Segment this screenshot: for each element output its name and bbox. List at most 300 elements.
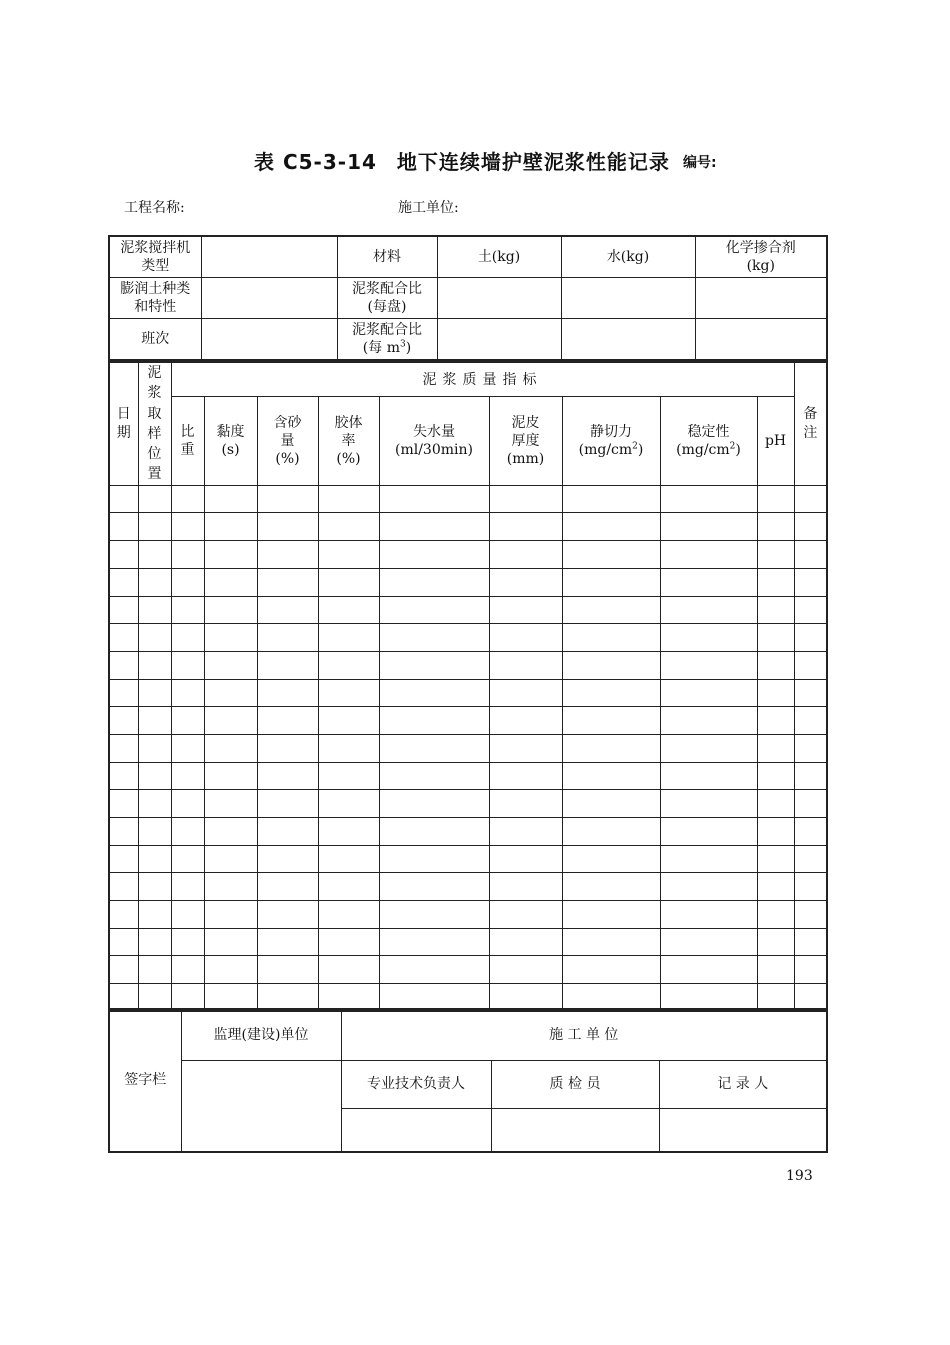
table-cell[interactable] [109, 818, 138, 846]
table-cell[interactable] [318, 790, 379, 818]
table-cell[interactable] [257, 624, 318, 652]
table-cell[interactable] [318, 596, 379, 624]
table-cell[interactable] [318, 568, 379, 596]
table-cell[interactable] [562, 818, 660, 846]
table-cell[interactable] [138, 734, 171, 762]
table-cell[interactable] [757, 818, 794, 846]
table-cell[interactable] [204, 679, 257, 707]
table-cell[interactable] [257, 790, 318, 818]
table-cell[interactable] [562, 485, 660, 513]
table-cell[interactable] [318, 845, 379, 873]
table-cell[interactable] [138, 624, 171, 652]
table-cell[interactable] [171, 873, 204, 901]
table-cell[interactable] [171, 651, 204, 679]
table-cell[interactable] [562, 513, 660, 541]
table-cell[interactable] [138, 679, 171, 707]
table-cell[interactable] [138, 513, 171, 541]
table-cell[interactable] [109, 956, 138, 984]
table-cell[interactable] [138, 541, 171, 569]
table-cell[interactable] [757, 541, 794, 569]
stability-header [660, 397, 757, 485]
table-cell[interactable] [171, 679, 204, 707]
table-cell[interactable] [794, 901, 827, 929]
mud-quality-table [108, 361, 826, 1012]
table-cell[interactable] [109, 762, 138, 790]
table-cell[interactable] [660, 679, 757, 707]
table-cell[interactable] [204, 734, 257, 762]
table-row [109, 596, 827, 624]
table-cell[interactable] [660, 541, 757, 569]
table-cell[interactable] [257, 596, 318, 624]
table-cell[interactable] [489, 734, 562, 762]
quality-column-label: 胶体 [334, 414, 363, 431]
tech-lead-label: 专业技术负责人 [341, 1060, 491, 1108]
shift-label: 班次 [109, 319, 201, 361]
table-cell[interactable] [489, 651, 562, 679]
table-row [109, 485, 827, 513]
table-cell[interactable] [318, 928, 379, 956]
ratio-per-m3-close: ) [405, 340, 412, 356]
static-shear-unit: (mg/cm [578, 442, 633, 459]
table-cell[interactable] [204, 513, 257, 541]
table-cell[interactable] [109, 568, 138, 596]
supervisor-signature-cell[interactable] [181, 1060, 341, 1152]
table-cell[interactable] [489, 485, 562, 513]
table-cell[interactable] [138, 651, 171, 679]
table-cell[interactable] [660, 901, 757, 929]
quality-column-label: 厚度 [511, 433, 540, 449]
table-cell[interactable] [171, 901, 204, 929]
quality-column-label: 量 [280, 433, 295, 449]
chem-additive-label: 化学掺合剂(kg) [695, 236, 827, 278]
table-cell[interactable] [794, 679, 827, 707]
table-cell[interactable] [379, 928, 489, 956]
table-cell[interactable] [109, 624, 138, 652]
table-cell[interactable] [562, 651, 660, 679]
table-cell[interactable] [379, 818, 489, 846]
table-row [109, 845, 827, 873]
table-cell[interactable] [562, 679, 660, 707]
table-cell[interactable] [138, 901, 171, 929]
table-cell[interactable] [318, 956, 379, 984]
table-cell[interactable] [257, 541, 318, 569]
quality-column-header [489, 397, 562, 485]
table-cell[interactable] [379, 790, 489, 818]
table-cell[interactable] [562, 568, 660, 596]
table-cell[interactable] [794, 624, 827, 652]
table-cell[interactable] [562, 928, 660, 956]
table-cell[interactable] [318, 707, 379, 735]
tech-lead-signature-cell[interactable] [341, 1108, 491, 1152]
table-cell[interactable] [204, 541, 257, 569]
table-cell[interactable] [757, 790, 794, 818]
mixer-type-label: 泥浆搅拌机类型 [109, 236, 201, 278]
stability-sup: 2 [729, 441, 736, 452]
table-cell[interactable] [379, 679, 489, 707]
table-cell[interactable] [204, 956, 257, 984]
table-cell[interactable] [138, 818, 171, 846]
table-cell[interactable] [379, 956, 489, 984]
table-cell[interactable] [257, 651, 318, 679]
table-cell[interactable] [109, 901, 138, 929]
static-shear-label: 静切力 [590, 423, 632, 440]
table-cell[interactable] [257, 901, 318, 929]
table-cell[interactable] [794, 707, 827, 735]
table-cell[interactable] [660, 651, 757, 679]
table-cell[interactable] [204, 485, 257, 513]
table-cell[interactable] [757, 679, 794, 707]
quality-column-header [318, 397, 379, 485]
table-cell[interactable] [660, 762, 757, 790]
table-cell[interactable] [257, 707, 318, 735]
table-cell[interactable] [562, 707, 660, 735]
table-cell[interactable] [204, 901, 257, 929]
table-cell[interactable] [109, 596, 138, 624]
table-cell[interactable] [379, 485, 489, 513]
table-cell[interactable] [171, 790, 204, 818]
quality-column-label: (mm) [506, 451, 545, 468]
table-cell[interactable] [379, 707, 489, 735]
title-code: 表 C5-3-14 [254, 150, 377, 174]
quality-column-label: (s) [221, 442, 240, 459]
table-cell[interactable] [660, 485, 757, 513]
table-cell[interactable] [171, 513, 204, 541]
ratio-m3-water[interactable] [561, 319, 695, 361]
table-cell[interactable] [171, 596, 204, 624]
stability-close: ) [735, 442, 741, 459]
table-cell[interactable] [379, 901, 489, 929]
table-row [109, 513, 827, 541]
quality-column-label: 泥皮 [511, 414, 540, 431]
ratio-per-m3-sup: 3 [399, 339, 406, 350]
table-cell[interactable] [660, 956, 757, 984]
recorder-label: 记 录 人 [659, 1060, 827, 1108]
table-cell[interactable] [794, 485, 827, 513]
ratio-m3-soil[interactable] [437, 319, 561, 361]
quality-column-header [204, 397, 257, 485]
table-row [109, 651, 827, 679]
table-cell[interactable] [318, 651, 379, 679]
table-cell[interactable] [138, 845, 171, 873]
table-cell[interactable] [489, 513, 562, 541]
table-cell[interactable] [109, 928, 138, 956]
quality-column-label: 含砂 [273, 414, 302, 431]
table-cell[interactable] [660, 790, 757, 818]
ratio-batch-water[interactable] [561, 278, 695, 319]
table-cell[interactable] [318, 624, 379, 652]
date-header [109, 362, 138, 485]
table-cell[interactable] [794, 541, 827, 569]
table-cell[interactable] [109, 679, 138, 707]
table-cell[interactable] [171, 568, 204, 596]
table-cell[interactable] [562, 762, 660, 790]
recorder-signature-cell[interactable] [659, 1108, 827, 1152]
quality-header: 泥浆质量指标 [171, 362, 794, 397]
table-cell[interactable] [171, 845, 204, 873]
table-cell[interactable] [171, 707, 204, 735]
table-row [109, 790, 827, 818]
table-cell[interactable] [204, 790, 257, 818]
table-cell[interactable] [138, 568, 171, 596]
table-cell[interactable] [794, 651, 827, 679]
table-cell[interactable] [757, 651, 794, 679]
table-cell[interactable] [138, 873, 171, 901]
table-cell[interactable] [109, 873, 138, 901]
table-cell[interactable] [757, 901, 794, 929]
table-cell[interactable] [318, 679, 379, 707]
table-cell[interactable] [757, 928, 794, 956]
table-cell[interactable] [562, 734, 660, 762]
table-cell[interactable] [171, 541, 204, 569]
table-cell[interactable] [138, 762, 171, 790]
table-cell[interactable] [489, 845, 562, 873]
table-cell[interactable] [138, 596, 171, 624]
table-cell[interactable] [660, 568, 757, 596]
mud-info-table [108, 235, 826, 361]
page-title [254, 146, 674, 175]
table-cell[interactable] [138, 956, 171, 984]
table-cell[interactable] [489, 762, 562, 790]
table-cell[interactable] [489, 568, 562, 596]
table-cell[interactable] [562, 541, 660, 569]
table-cell[interactable] [562, 596, 660, 624]
table-cell[interactable] [204, 762, 257, 790]
table-cell[interactable] [109, 707, 138, 735]
quality-column-label: 黏度 [216, 423, 245, 440]
table-cell[interactable] [138, 928, 171, 956]
table-cell[interactable] [562, 901, 660, 929]
table-cell[interactable] [562, 845, 660, 873]
table-cell[interactable] [257, 485, 318, 513]
table-cell[interactable] [138, 790, 171, 818]
table-cell[interactable] [757, 624, 794, 652]
sampling-label: 泥浆取样位置 [147, 365, 162, 483]
table-cell[interactable] [757, 707, 794, 735]
table-cell[interactable] [489, 873, 562, 901]
table-cell[interactable] [109, 513, 138, 541]
stability-unit: (mg/cm [676, 442, 730, 459]
static-shear-close: ) [637, 442, 644, 459]
table-cell[interactable] [660, 596, 757, 624]
table-cell[interactable] [794, 845, 827, 873]
ph-header: pH [757, 397, 794, 485]
table-cell[interactable] [660, 873, 757, 901]
static-shear-header [562, 397, 660, 485]
table-cell[interactable] [257, 845, 318, 873]
table-cell[interactable] [660, 845, 757, 873]
table-cell[interactable] [660, 818, 757, 846]
shift-value[interactable] [201, 319, 337, 361]
quality-column-header [257, 397, 318, 485]
material-label: 材料 [337, 236, 437, 278]
table-cell[interactable] [171, 734, 204, 762]
table-cell[interactable] [794, 873, 827, 901]
table-cell[interactable] [489, 928, 562, 956]
table-cell[interactable] [318, 541, 379, 569]
table-cell[interactable] [257, 568, 318, 596]
sampling-position-header [138, 362, 171, 485]
table-cell[interactable] [257, 873, 318, 901]
table-cell[interactable] [204, 928, 257, 956]
table-cell[interactable] [138, 707, 171, 735]
quality-column-label: 率 [341, 433, 356, 449]
table-cell[interactable] [171, 485, 204, 513]
table-cell[interactable] [660, 928, 757, 956]
table-cell[interactable] [204, 624, 257, 652]
table-cell[interactable] [257, 679, 318, 707]
remarks-header [794, 362, 827, 485]
table-cell[interactable] [562, 790, 660, 818]
table-cell[interactable] [318, 513, 379, 541]
table-cell[interactable] [109, 734, 138, 762]
table-cell[interactable] [109, 541, 138, 569]
table-cell[interactable] [379, 568, 489, 596]
table-cell[interactable] [660, 513, 757, 541]
table-cell[interactable] [489, 541, 562, 569]
quality-column-label: 重 [180, 442, 195, 459]
table-cell[interactable] [379, 845, 489, 873]
ratio-per-m3-text: 泥浆配合比 [352, 321, 422, 338]
table-cell[interactable] [257, 956, 318, 984]
table-cell[interactable] [318, 485, 379, 513]
ratio-m3-chem[interactable] [695, 319, 827, 361]
quality-column-label: (%) [336, 451, 361, 468]
table-cell[interactable] [257, 928, 318, 956]
table-cell[interactable] [794, 818, 827, 846]
table-cell[interactable] [757, 513, 794, 541]
table-cell[interactable] [379, 596, 489, 624]
bentonite-label: 膨润土种类和特性 [109, 278, 201, 319]
table-cell[interactable] [660, 624, 757, 652]
ratio-batch-chem[interactable] [695, 278, 827, 319]
table-cell[interactable] [489, 956, 562, 984]
table-cell[interactable] [379, 624, 489, 652]
table-cell[interactable] [257, 734, 318, 762]
table-cell[interactable] [794, 928, 827, 956]
table-row [109, 541, 827, 569]
table-cell[interactable] [379, 513, 489, 541]
table-row [109, 679, 827, 707]
table-cell[interactable] [318, 734, 379, 762]
quality-column-label: 比 [180, 423, 195, 440]
table-cell[interactable] [318, 818, 379, 846]
ratio-per-m3-unit: (每 m [362, 340, 400, 356]
mixer-type-value[interactable] [201, 236, 337, 278]
table-cell[interactable] [757, 734, 794, 762]
table-cell[interactable] [379, 762, 489, 790]
signature-label: 签字栏 [109, 1009, 181, 1152]
table-cell[interactable] [562, 956, 660, 984]
table-row [109, 873, 827, 901]
table-cell[interactable] [204, 596, 257, 624]
table-cell[interactable] [109, 845, 138, 873]
table-cell[interactable] [138, 485, 171, 513]
table-cell[interactable] [379, 734, 489, 762]
ratio-batch-soil[interactable] [437, 278, 561, 319]
table-cell[interactable] [171, 928, 204, 956]
table-cell[interactable] [794, 568, 827, 596]
ratio-per-batch-label: 泥浆配合比(每盘) [337, 278, 437, 319]
bentonite-value[interactable] [201, 278, 337, 319]
table-row [109, 818, 827, 846]
table-cell[interactable] [318, 901, 379, 929]
table-cell[interactable] [109, 651, 138, 679]
table-cell[interactable] [794, 762, 827, 790]
table-cell[interactable] [204, 707, 257, 735]
table-cell[interactable] [489, 790, 562, 818]
table-cell[interactable] [489, 596, 562, 624]
table-cell[interactable] [379, 651, 489, 679]
table-cell[interactable] [257, 513, 318, 541]
table-cell[interactable] [562, 873, 660, 901]
ratio-per-m3-label [337, 319, 437, 361]
table-cell[interactable] [794, 596, 827, 624]
table-cell[interactable] [757, 956, 794, 984]
table-cell[interactable] [379, 541, 489, 569]
table-row [109, 956, 827, 984]
table-cell[interactable] [794, 790, 827, 818]
table-cell[interactable] [204, 651, 257, 679]
quality-column-header [171, 397, 204, 485]
construction-unit-label: 施工单位: [398, 200, 459, 216]
table-cell[interactable] [257, 762, 318, 790]
table-cell[interactable] [489, 707, 562, 735]
table-row [109, 762, 827, 790]
table-cell[interactable] [757, 568, 794, 596]
table-cell[interactable] [204, 873, 257, 901]
soil-label: 土(kg) [437, 236, 561, 278]
table-cell[interactable] [757, 596, 794, 624]
table-cell[interactable] [794, 956, 827, 984]
table-cell[interactable] [757, 873, 794, 901]
table-cell[interactable] [204, 818, 257, 846]
supervisor-label: 监理(建设)单位 [181, 1009, 341, 1060]
table-cell[interactable] [171, 818, 204, 846]
table-cell[interactable] [204, 568, 257, 596]
quality-column-label: 失水量 [413, 423, 455, 440]
table-cell[interactable] [171, 762, 204, 790]
table-cell[interactable] [489, 624, 562, 652]
number-label: 编号: [683, 155, 717, 171]
table-row [109, 734, 827, 762]
table-cell[interactable] [109, 485, 138, 513]
table-cell[interactable] [794, 513, 827, 541]
table-cell[interactable] [660, 734, 757, 762]
table-cell[interactable] [171, 624, 204, 652]
table-cell[interactable] [489, 818, 562, 846]
table-cell[interactable] [257, 818, 318, 846]
table-cell[interactable] [562, 624, 660, 652]
table-cell[interactable] [171, 956, 204, 984]
table-cell[interactable] [757, 485, 794, 513]
table-cell[interactable] [318, 762, 379, 790]
project-name-label: 工程名称: [124, 200, 185, 216]
table-cell[interactable] [489, 679, 562, 707]
table-cell[interactable] [379, 873, 489, 901]
table-cell[interactable] [109, 790, 138, 818]
table-cell[interactable] [660, 707, 757, 735]
quality-column-label: (%) [275, 451, 300, 468]
table-cell[interactable] [757, 845, 794, 873]
date-label: 日期 [116, 406, 131, 441]
inspector-signature-cell[interactable] [491, 1108, 659, 1152]
table-cell[interactable] [318, 873, 379, 901]
table-cell[interactable] [794, 734, 827, 762]
quality-column-label: (ml/30min) [395, 442, 473, 459]
table-cell[interactable] [757, 762, 794, 790]
table-cell[interactable] [204, 845, 257, 873]
table-cell[interactable] [489, 901, 562, 929]
